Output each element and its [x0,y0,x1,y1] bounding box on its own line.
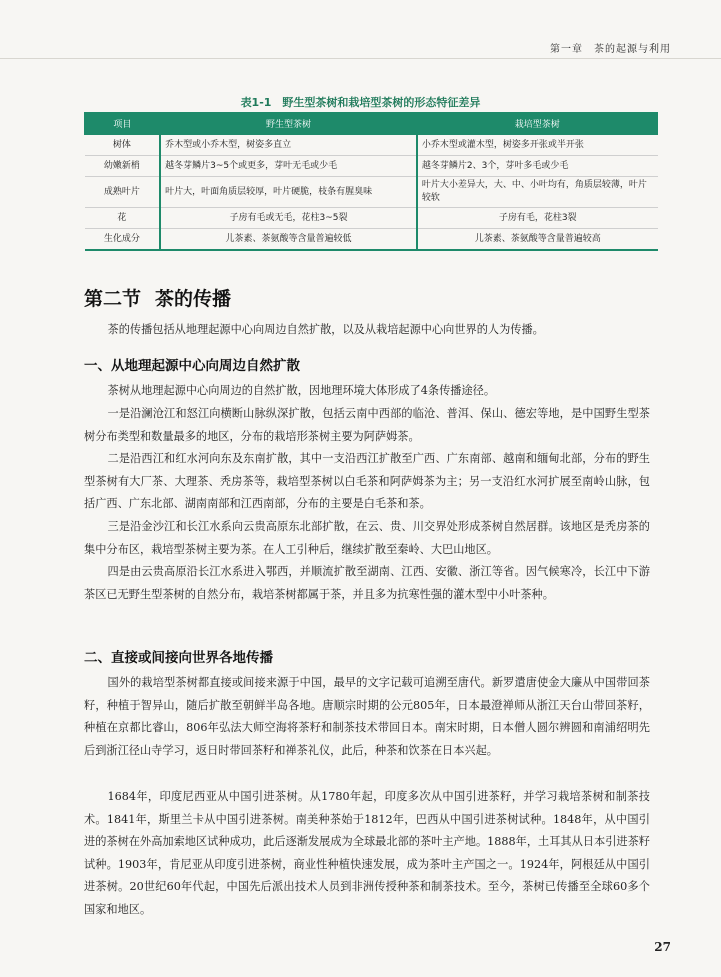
table-cell: 生化成分 [85,229,161,251]
table-cell: 花 [85,208,161,229]
paragraph: 二是沿西江和红水河向东及东南扩散，其中一支沿西江扩散至广西、广东南部、越南和缅甸北部，分布的野生型茶树有大厂茶、大理茶、秃房茶等，栽培型茶树以白毛茶和阿萨姆茶为主；另一支沿红水河扩展至南岭山脉，包括广西、广东北部、湖南南部和江西南部，分布的主要是白毛茶和茶。 [84,452,650,510]
table-row [85,156,658,177]
paragraph: 三是沿金沙江和长江水系向云贵高原东北部扩散，在云、贵、川交界处形成茶树自然居群。该地区是秃房茶的集中分布区，栽培型茶树主要为茶。在人工引种后，继续扩散至秦岭、大巴山地区。 [84,520,650,556]
table-cell: 小乔木型或灌木型，树姿多开张或半开张 [417,135,658,156]
table-caption: 表1-1 野生型茶树和栽培型茶树的形态特征差异 [240,96,481,109]
table-cell: 子房有毛，花柱3裂 [417,208,658,229]
table-header-wild: 野生型茶树 [160,113,417,135]
table-cell: 越冬芽鳞片2、3个，芽叶多毛或少毛 [417,156,658,177]
paragraph: 1684年，印度尼西亚从中国引进茶树。从1780年起，印度多次从中国引进茶籽，并学习栽培茶树和制茶技术。1841年，斯里兰卡从中国引进茶树。南美种茶始于1812年，巴西从中国引进茶树试种。1848年，从中国引进的茶树在外高加索地区试种成功，此后逐渐发展成为全球最北部的茶叶主产地。1888年，土耳其从日本引进茶籽试种。1903年，肯尼亚从印度引进茶树，商业性种植快速发展，成为茶叶主产国之一。1924年，阿根廷从中国引进茶树。20世纪60年代起，中国先后派出技术人员到非洲传授种茶和制茶技术。至今，茶树已传播至全球60多个国家和地区。 [84,790,650,916]
section-intro: 茶的传播包括从地理起源中心向周边自然扩散，以及从栽培起源中心向世界的人为传播。 [107,323,544,336]
table-row [85,177,658,208]
table-header-row [85,113,658,135]
table-cell: 成熟叶片 [85,177,161,208]
table-cell: 越冬芽鳞片3~5个或更多，芽叶无毛或少毛 [160,156,417,177]
table-cell: 子房有毛或无毛，花柱3~5裂 [160,208,417,229]
table-row [85,135,658,156]
table-row [85,229,658,251]
table-cell: 儿茶素、茶氨酸等含量普遍较低 [160,229,417,251]
section-heading: 茶的传播 [155,288,232,310]
table-cell: 儿茶素、茶氨酸等含量普遍较高 [417,229,658,251]
subsection-title-2: 二、直接或间接向世界各地传播 [84,650,273,666]
table-header-cultivated: 栽培型茶树 [417,113,658,135]
page-number: 27 [654,940,671,954]
paragraph: 四是由云贵高原沿长江水系进入鄂西，并顺流扩散至湖南、江西、安徽、浙江等省。因气候寒冷，长江中下游茶区已无野生型茶树的自然分布，栽培茶树都属于茶，并且多为抗寒性强的灌木型中小叶茶种。 [84,565,650,601]
subsection-title-1: 一、从地理起源中心向周边自然扩散 [84,358,300,374]
table-cell: 叶片大，叶面角质层较厚，叶片硬脆，枝条有腥臭味 [160,177,417,208]
paragraph: 国外的栽培型茶树都直接或间接来源于中国，最早的文字记载可追溯至唐代。新罗遣唐使金大廉从中国带回茶籽，种植于智异山，随后扩散至朝鲜半岛各地。唐顺宗时期的公元805年，日本最澄禅师从浙江天台山带回茶籽，种植在京都比睿山，806年弘法大师空海将茶籽和制茶技术带回日本。南宋时期，日本僧人圆尔辨圆和南浦绍明先后到浙江径山寺学习，返日时带回茶籽和禅茶礼仪，此后，种茶和饮茶在日本兴起。 [84,676,650,757]
table-cell: 乔木型或小乔木型，树姿多直立 [160,135,417,156]
table-cell: 树体 [85,135,161,156]
table-cell: 叶片大小差异大，大、中、小叶均有，角质层较薄，叶片较软 [417,177,658,208]
paragraph: 茶树从地理起源中心向周边的自然扩散，因地理环境大体形成了4条传播途径。 [107,384,496,397]
table-header-item: 项目 [85,113,161,135]
header-rule [0,58,721,59]
table-cell: 幼嫩新梢 [85,156,161,177]
paragraph: 一是沿澜沧江和怒江向横断山脉纵深扩散，包括云南中西部的临沧、普洱、保山、德宏等地，是中国野生型茶树分布类型和数量最多的地区，分布的栽培形茶树主要为阿萨姆茶。 [84,407,650,443]
section-number: 第二节 [84,288,142,310]
table-row [85,208,658,229]
section-title [84,284,231,311]
running-head: 第一章 茶的起源与利用 [550,44,671,55]
traits-table [84,112,658,251]
